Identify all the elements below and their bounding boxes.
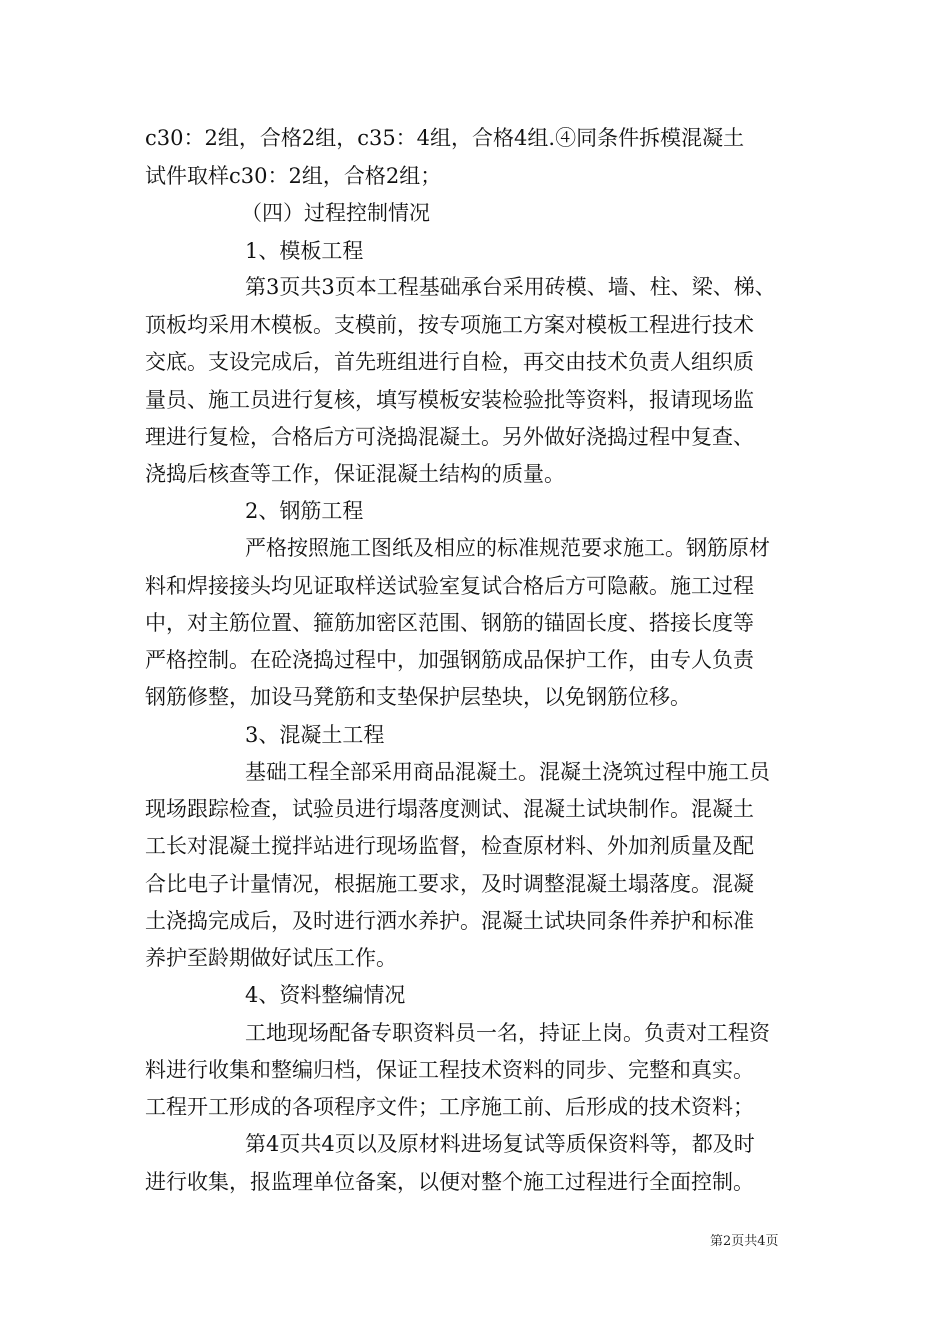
body-line: 量员、施工员进行复核，填写模板安装检验批等资料，报请现场监 <box>145 388 754 412</box>
page-number-footer: 第2页共4页 <box>710 1234 779 1249</box>
body-line: c30：2组，合格2组，c35：4组，合格4组.④同条件拆模混凝土 <box>145 126 745 150</box>
body-line: 中，对主筋位置、箍筋加密区范围、钢筋的锚固长度、搭接长度等 <box>145 611 754 635</box>
body-line: 进行收集，报监理单位备案，以便对整个施工过程进行全面控制。 <box>145 1170 754 1194</box>
body-line: 现场跟踪检查，试验员进行塌落度测试、混凝土试块制作。混凝土 <box>145 797 754 821</box>
body-line: 严格按照施工图纸及相应的标准规范要求施工。钢筋原材 <box>245 536 770 560</box>
section-heading: （四）过程控制情况 <box>241 201 430 225</box>
body-line: 第4页共4页以及原材料进场复试等质保资料等，都及时 <box>245 1132 755 1156</box>
body-line: 料进行收集和整编归档，保证工程技术资料的同步、完整和真实。 <box>145 1058 754 1082</box>
body-line: 土浇捣完成后，及时进行洒水养护。混凝土试块同条件养护和标准 <box>145 909 754 933</box>
subsection-heading: 2、钢筋工程 <box>245 499 364 523</box>
body-line: 工地现场配备专职资料员一名，持证上岗。负责对工程资 <box>245 1021 770 1045</box>
body-line: 第3页共3页本工程基础承台采用砖模、墙、柱、梁、梯、 <box>245 275 776 299</box>
body-line: 顶板均采用木模板。支模前，按专项施工方案对模板工程进行技术 <box>145 313 754 337</box>
subsection-heading: 4、资料整编情况 <box>245 983 406 1007</box>
subsection-heading: 1、模板工程 <box>245 239 364 263</box>
body-line: 养护至龄期做好试压工作。 <box>145 946 397 970</box>
body-line: 工程开工形成的各项程序文件；工序施工前、后形成的技术资料； <box>145 1095 754 1119</box>
subsection-heading: 3、混凝土工程 <box>245 723 385 747</box>
body-line: 工长对混凝土搅拌站进行现场监督，检查原材料、外加剂质量及配 <box>145 834 754 858</box>
body-line: 合比电子计量情况，根据施工要求，及时调整混凝土塌落度。混凝 <box>145 872 754 896</box>
body-line: 基础工程全部采用商品混凝土。混凝土浇筑过程中施工员 <box>245 760 770 784</box>
body-line: 钢筋修整，加设马凳筋和支垫保护层垫块，以免钢筋位移。 <box>145 685 691 709</box>
body-line: 试件取样c30：2组，合格2组； <box>145 164 442 188</box>
body-line: 料和焊接接头均见证取样送试验室复试合格后方可隐蔽。施工过程 <box>145 574 754 598</box>
body-line: 严格控制。在砼浇捣过程中，加强钢筋成品保护工作，由专人负责 <box>145 648 754 672</box>
body-line: 交底。支设完成后，首先班组进行自检，再交由技术负责人组织质 <box>145 350 754 374</box>
body-line: 浇捣后核查等工作，保证混凝土结构的质量。 <box>145 462 565 486</box>
body-line: 理进行复检，合格后方可浇捣混凝土。另外做好浇捣过程中复查、 <box>145 425 754 449</box>
